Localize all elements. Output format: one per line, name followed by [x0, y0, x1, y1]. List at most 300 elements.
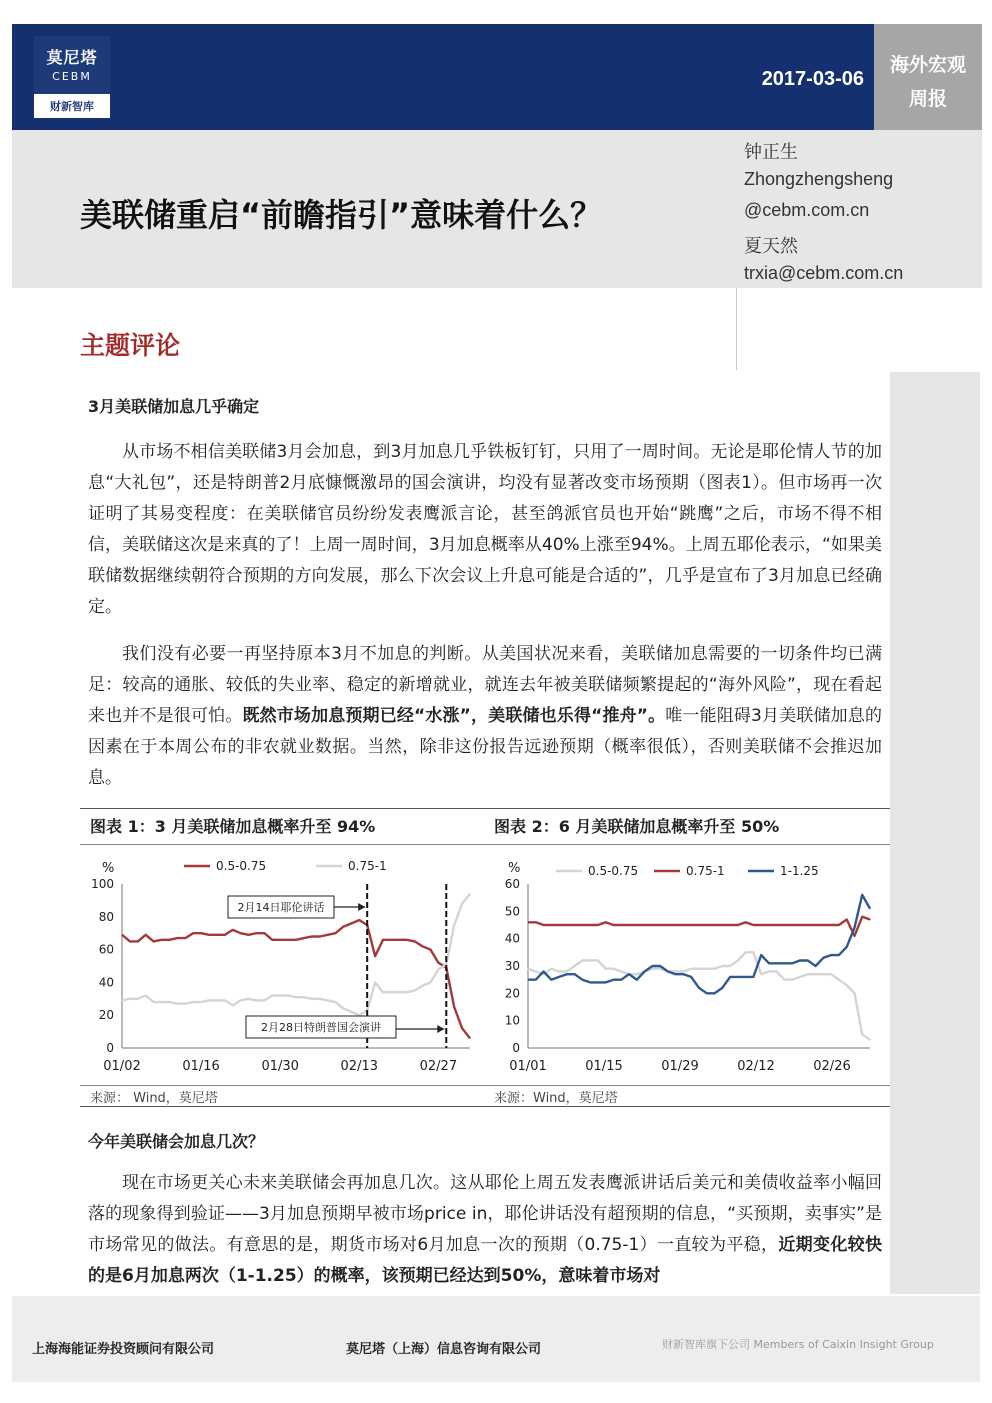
data-point — [574, 974, 575, 975]
subheading-1: 3月美联储加息几乎确定 — [88, 397, 260, 416]
report-type-line2: 周报 — [908, 88, 947, 110]
data-point — [597, 924, 598, 925]
chart-source-rule — [80, 1085, 890, 1086]
series-line-0.5-0.75 — [528, 952, 870, 1040]
data-point — [846, 946, 847, 947]
y-axis-unit: % — [508, 861, 521, 876]
data-point — [208, 934, 209, 935]
data-point — [862, 916, 863, 917]
data-point — [272, 995, 273, 996]
data-point — [319, 936, 320, 937]
data-point — [823, 974, 824, 975]
data-point — [815, 965, 816, 966]
data-point — [660, 924, 661, 925]
data-point — [597, 982, 598, 983]
data-point — [807, 924, 808, 925]
data-point — [823, 924, 824, 925]
data-point — [446, 964, 447, 965]
data-point — [691, 968, 692, 969]
data-point — [406, 939, 407, 940]
chart-2-source: 来源：Wind，莫尼塔 — [494, 1091, 618, 1106]
data-point — [644, 971, 645, 972]
data-point — [390, 992, 391, 993]
data-point — [636, 974, 637, 975]
data-point — [636, 924, 637, 925]
data-point — [422, 985, 423, 986]
data-point — [288, 995, 289, 996]
data-point — [590, 960, 591, 961]
data-point — [652, 924, 653, 925]
chart-header-rule — [80, 844, 890, 845]
data-point — [698, 987, 699, 988]
x-tick-label: 02/26 — [813, 1059, 851, 1074]
data-point — [469, 1038, 470, 1039]
data-point — [438, 962, 439, 963]
data-point — [862, 1034, 863, 1035]
data-point — [248, 934, 249, 935]
data-point — [768, 971, 769, 972]
author-divider — [736, 288, 737, 370]
data-point — [706, 924, 707, 925]
data-point — [714, 968, 715, 969]
header-bar — [12, 24, 874, 130]
data-point — [722, 924, 723, 925]
data-point — [311, 936, 312, 937]
data-point — [730, 976, 731, 977]
data-point — [807, 960, 808, 961]
data-point — [454, 1006, 455, 1007]
data-point — [161, 1002, 162, 1003]
data-point — [398, 939, 399, 940]
data-point — [543, 971, 544, 972]
data-point — [869, 908, 870, 909]
data-point — [784, 979, 785, 980]
data-point — [675, 971, 676, 972]
data-point — [224, 934, 225, 935]
x-tick-label: 02/13 — [340, 1059, 379, 1074]
x-tick-label: 01/29 — [661, 1059, 699, 1074]
data-point — [597, 960, 598, 961]
data-point — [527, 922, 528, 923]
author-email-2: trxia@cebm.com.cn — [744, 263, 904, 283]
data-point — [335, 1002, 336, 1003]
data-point — [846, 985, 847, 986]
y-axis-unit: % — [102, 861, 115, 876]
data-point — [768, 924, 769, 925]
data-point — [543, 974, 544, 975]
author-name-1: 钟正生 — [744, 142, 798, 162]
data-point — [327, 1000, 328, 1001]
author-email-1a: Zhongzhengsheng — [744, 169, 894, 189]
data-point — [691, 924, 692, 925]
data-point — [761, 955, 762, 956]
data-point — [582, 979, 583, 980]
data-point — [846, 919, 847, 920]
data-point — [675, 924, 676, 925]
data-point — [745, 922, 746, 923]
paragraph-1 — [88, 437, 882, 623]
y-tick-label: 80 — [98, 909, 114, 924]
data-point — [359, 920, 360, 921]
y-tick-label: 30 — [504, 959, 520, 973]
data-point — [761, 924, 762, 925]
data-point — [535, 979, 536, 980]
data-point — [566, 924, 567, 925]
footer — [12, 1296, 980, 1382]
data-point — [438, 969, 439, 970]
data-point — [753, 952, 754, 953]
data-point — [730, 965, 731, 966]
x-tick-label: 01/01 — [509, 1059, 547, 1074]
logo-name-cn: 莫尼塔 — [46, 48, 98, 67]
data-point — [621, 971, 622, 972]
data-point — [706, 968, 707, 969]
document-title: 美联储重启“前瞻指引”意味着什么？ — [80, 196, 603, 234]
data-point — [169, 939, 170, 940]
data-point — [430, 949, 431, 950]
logo-name-en: CEBM — [52, 70, 92, 83]
data-point — [683, 974, 684, 975]
data-point — [792, 963, 793, 964]
data-point — [201, 1002, 202, 1003]
data-point — [382, 939, 383, 940]
paragraph-3 — [88, 1168, 882, 1292]
data-point — [169, 1002, 170, 1003]
data-point — [375, 956, 376, 957]
data-point — [311, 998, 312, 999]
data-point — [683, 924, 684, 925]
data-point — [636, 979, 637, 980]
data-point — [807, 974, 808, 975]
data-point — [792, 979, 793, 980]
data-point — [343, 1008, 344, 1009]
data-point — [753, 924, 754, 925]
data-point — [264, 933, 265, 934]
data-point — [737, 976, 738, 977]
data-point — [613, 924, 614, 925]
data-point — [535, 971, 536, 972]
data-point — [753, 976, 754, 977]
series-points-1-1.25 — [527, 894, 870, 994]
footer-company-2: 莫尼塔（上海）信息咨询有限公司 — [346, 1342, 542, 1357]
y-tick-label: 60 — [98, 942, 114, 957]
arrow-head — [437, 1025, 444, 1033]
data-point — [730, 924, 731, 925]
data-point — [240, 933, 241, 934]
data-point — [831, 955, 832, 956]
footer-group-note: 财新智库旗下公司 Members of Caixin Insight Group — [662, 1338, 934, 1351]
data-point — [784, 924, 785, 925]
data-point — [698, 968, 699, 969]
data-point — [831, 974, 832, 975]
legend-label: 0.75-1 — [348, 859, 387, 873]
data-point — [644, 924, 645, 925]
data-point — [799, 924, 800, 925]
data-point — [745, 976, 746, 977]
data-point — [527, 979, 528, 980]
data-point — [776, 971, 777, 972]
data-point — [815, 924, 816, 925]
x-tick-label: 02/12 — [737, 1059, 775, 1074]
data-point — [398, 992, 399, 993]
data-point — [559, 924, 560, 925]
chart-1-source: 来源： Wind，莫尼塔 — [90, 1091, 218, 1106]
data-point — [582, 960, 583, 961]
data-point — [185, 938, 186, 939]
data-point — [351, 923, 352, 924]
data-point — [613, 979, 614, 980]
legend-label: 0.5-0.75 — [216, 859, 267, 873]
chart-2 — [486, 848, 886, 1084]
data-point — [469, 893, 470, 894]
data-point — [303, 997, 304, 998]
data-point — [737, 924, 738, 925]
data-point — [667, 924, 668, 925]
annotation-label: 2月28日特朗普国会演讲 — [261, 1021, 381, 1034]
data-point — [761, 974, 762, 975]
data-point — [792, 924, 793, 925]
data-point — [248, 998, 249, 999]
data-point — [232, 1005, 233, 1006]
y-tick-label: 20 — [98, 1008, 114, 1023]
data-point — [854, 935, 855, 936]
authors-panel — [736, 130, 982, 288]
annotation-label: 2月14日耶伦讲话 — [237, 901, 325, 914]
data-point — [177, 1003, 178, 1004]
data-point — [566, 971, 567, 972]
data-point — [343, 926, 344, 927]
data-point — [422, 946, 423, 947]
y-tick-label: 50 — [504, 904, 520, 919]
data-point — [831, 924, 832, 925]
data-point — [335, 933, 336, 934]
data-point — [414, 941, 415, 942]
data-point — [288, 939, 289, 940]
series-points-0.75-1 — [527, 916, 870, 936]
data-point — [121, 1000, 122, 1001]
data-point — [121, 934, 122, 935]
x-tick-label: 01/16 — [182, 1059, 220, 1074]
data-point — [862, 894, 863, 895]
data-point — [660, 968, 661, 969]
body-text: 现在市场更关心未来美联储会再加息几次。这从耶伦上周五发表鹰派讲话后美元和美债收益率小幅回落的现象得到验证——3月加息预期早被市场price in，耶伦讲话没有超预期的信息，“买预期，卖事实”是市场常见的做法。有意思的是，期货市场对6月加息一次的预期（0.75-1）一直较为平稳， — [88, 1173, 882, 1255]
data-point — [153, 941, 154, 942]
data-point — [621, 979, 622, 980]
data-point — [566, 974, 567, 975]
y-tick-label: 40 — [504, 931, 520, 946]
data-point — [454, 924, 455, 925]
data-point — [193, 1002, 194, 1003]
data-point — [823, 957, 824, 958]
data-point — [776, 924, 777, 925]
company-logo — [34, 36, 110, 118]
data-point — [737, 960, 738, 961]
data-point — [295, 997, 296, 998]
body-text: 唯一能阻碍3月美联储加息的因素在于本周公布的非农就业数据。当然，除非这份报告远逊预期（概率很低），否则美联储不会推迟加息。 — [88, 706, 882, 788]
data-point — [722, 987, 723, 988]
data-point — [375, 982, 376, 983]
data-point — [675, 974, 676, 975]
emphasis-text: 近期变化较快的是6月加息两次（1-1.25）的概率，该预期已经达到50%，意味着市场对 — [88, 1235, 882, 1286]
data-point — [240, 1000, 241, 1001]
data-point — [683, 971, 684, 972]
x-tick-label: 01/02 — [103, 1059, 141, 1074]
data-point — [590, 982, 591, 983]
body-text: 从市场不相信美联储3月会加息，到3月加息几乎铁板钉钉，只用了一周时间。无论是耶伦情人节的加息“大礼包”，还是特朗普2月底慷慨激昂的国会演讲，均没有显著改变市场预期（图表1）。但市场再一次证明了其易变程度：在美联储官员纷纷发表鹰派言论，甚至鸽派官员也开始“跳鹰”之后，市场不得不相信，美联储这次是来真的了！上周一周时间，3月加息概率从40%上涨至94%。上周五耶伦表示，“如果美联储数据继续朝符合预期的方向发展，那么下次会议上升息可能是合适的”，几乎是宣布了3月加息已经确定。 — [88, 442, 882, 617]
y-tick-label: 20 — [504, 986, 520, 1001]
chart-1 — [80, 848, 480, 1084]
data-point — [145, 995, 146, 996]
data-point — [605, 922, 606, 923]
arrow-head — [358, 903, 365, 911]
data-point — [574, 924, 575, 925]
data-point — [527, 968, 528, 969]
data-point — [628, 924, 629, 925]
data-point — [208, 1000, 209, 1001]
data-point — [382, 992, 383, 993]
data-point — [551, 979, 552, 980]
data-point — [462, 1028, 463, 1029]
data-point — [232, 929, 233, 930]
author-name-2: 夏天然 — [744, 236, 798, 256]
body-text: 我们没有必要一再坚持原本3月不加息的判断。从美国状况来看，美联储加息需要的一切条件均已满足：较高的通胀、较低的失业率、稳定的新增就业，就连去年被美联储频繁提起的“海外风险”，现在看起来也并不是很可怕。 — [88, 644, 882, 726]
data-point — [745, 952, 746, 953]
paragraph-2 — [88, 639, 882, 794]
footer-company-1: 上海海能证券投资顾问有限公司 — [32, 1342, 215, 1357]
legend-label: 0.75-1 — [686, 864, 725, 878]
data-point — [838, 955, 839, 956]
x-tick-label: 01/30 — [261, 1059, 299, 1074]
y-tick-label: 60 — [504, 877, 520, 891]
y-tick-label: 0 — [512, 1041, 520, 1055]
data-point — [854, 927, 855, 928]
chart-bottom-rule — [80, 1106, 890, 1107]
data-point — [706, 993, 707, 994]
data-point — [406, 992, 407, 993]
x-tick-label: 02/27 — [419, 1059, 458, 1074]
data-point — [256, 933, 257, 934]
x-tick-label: 01/15 — [585, 1059, 623, 1074]
data-point — [613, 968, 614, 969]
data-point — [161, 939, 162, 940]
data-point — [153, 1002, 154, 1003]
data-point — [582, 924, 583, 925]
data-point — [768, 963, 769, 964]
data-point — [551, 924, 552, 925]
data-point — [137, 998, 138, 999]
data-point — [590, 924, 591, 925]
section-heading: 主题评论 — [80, 331, 181, 360]
title-band — [12, 130, 736, 288]
data-point — [854, 993, 855, 994]
data-point — [714, 993, 715, 994]
data-point — [185, 1003, 186, 1004]
data-point — [303, 938, 304, 939]
data-point — [776, 963, 777, 964]
data-point — [784, 963, 785, 964]
y-tick-label: 100 — [91, 877, 114, 891]
logo-subtitle: 财新智库 — [50, 100, 94, 113]
data-point — [216, 1000, 217, 1001]
data-point — [628, 974, 629, 975]
data-point — [319, 998, 320, 999]
emphasis-text: 既然市场加息预期已经“水涨”，美联储也乐得“推舟”。 — [242, 706, 666, 726]
data-point — [430, 982, 431, 983]
data-point — [137, 941, 138, 942]
data-point — [815, 974, 816, 975]
data-point — [280, 939, 281, 940]
legend-label: 0.5-0.75 — [588, 864, 639, 878]
data-point — [264, 1000, 265, 1001]
legend-label: 1-1.25 — [780, 864, 819, 878]
y-tick-label: 0 — [106, 1041, 114, 1055]
data-point — [621, 924, 622, 925]
data-point — [535, 922, 536, 923]
data-point — [698, 924, 699, 925]
data-point — [462, 903, 463, 904]
data-point — [667, 971, 668, 972]
data-point — [145, 934, 146, 935]
data-point — [216, 934, 217, 935]
data-point — [129, 998, 130, 999]
data-point — [652, 968, 653, 969]
data-point — [224, 1000, 225, 1001]
data-point — [272, 939, 273, 940]
data-point — [201, 933, 202, 934]
report-type-line1: 海外宏观 — [889, 54, 966, 76]
chart-top-rule — [80, 808, 890, 809]
report-date: 2017-03-06 — [761, 68, 864, 90]
data-point — [652, 965, 653, 966]
data-point — [838, 979, 839, 980]
subheading-2: 今年美联储会加息几次？ — [88, 1132, 265, 1151]
data-point — [605, 968, 606, 969]
author-email-1b: @cebm.com.cn — [744, 200, 870, 220]
y-tick-label: 10 — [504, 1013, 520, 1028]
data-point — [869, 1039, 870, 1040]
data-point — [280, 995, 281, 996]
data-point — [559, 976, 560, 977]
data-point — [605, 982, 606, 983]
y-tick-label: 40 — [98, 975, 114, 990]
data-point — [414, 990, 415, 991]
chart-2-title: 图表 2：6 月美联储加息概率升至 50% — [494, 817, 780, 836]
data-point — [327, 934, 328, 935]
data-point — [691, 976, 692, 977]
data-point — [543, 924, 544, 925]
data-point — [714, 924, 715, 925]
data-point — [551, 968, 552, 969]
chart-1-title: 图表 1：3 月美联储加息概率升至 94% — [90, 817, 376, 836]
data-point — [722, 965, 723, 966]
data-point — [660, 965, 661, 966]
data-point — [838, 924, 839, 925]
data-point — [574, 965, 575, 966]
data-point — [351, 1011, 352, 1012]
data-point — [256, 1000, 257, 1001]
series-points-0.5-0.75 — [527, 952, 870, 1041]
series-line-1-1.25 — [528, 895, 870, 993]
data-point — [390, 939, 391, 940]
series-line-0.75-1 — [528, 917, 870, 936]
data-point — [177, 938, 178, 939]
data-point — [129, 941, 130, 942]
data-point — [869, 919, 870, 920]
data-point — [799, 976, 800, 977]
report-type-badge — [874, 24, 982, 130]
right-margin-bar — [890, 372, 980, 1294]
data-point — [559, 971, 560, 972]
